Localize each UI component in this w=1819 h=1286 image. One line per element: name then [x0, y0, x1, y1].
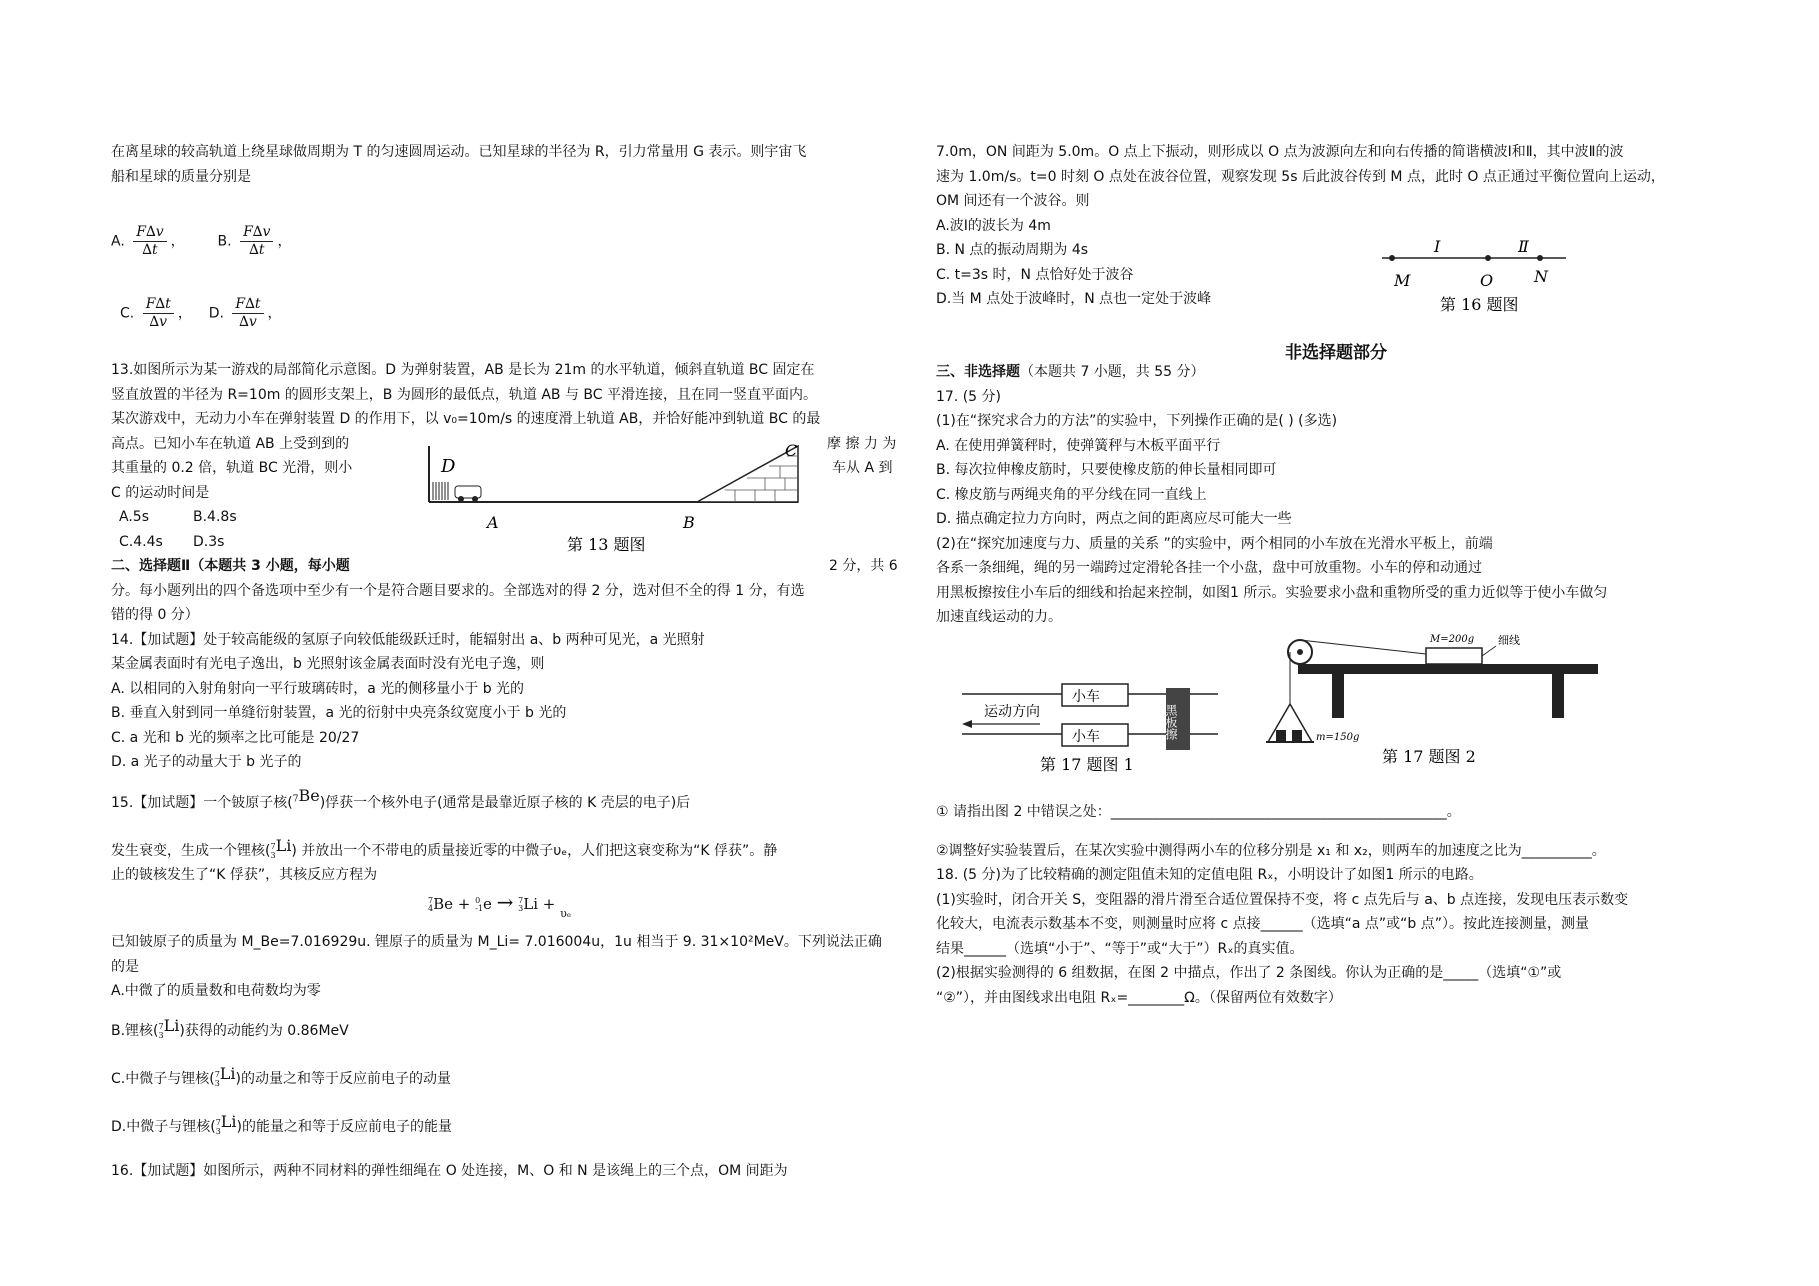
denominator: ∆v	[239, 314, 257, 330]
nuclear-equation	[428, 890, 571, 920]
denominator: ∆t	[142, 242, 158, 258]
nuclide-li	[215, 1112, 237, 1136]
section-2-text: 2 分，共 6	[829, 558, 898, 574]
q15-line1	[111, 786, 690, 812]
q13-text: 高点。已知小车在轨道 AB 上受到到的	[111, 435, 350, 452]
q17-text: (1)在“探究求合力的方法”的实验中，下列操作正确的是( ) (多选)	[936, 413, 1338, 429]
q17-option-b: B. 每次拉伸橡皮筋时，只要使橡皮筋的伸长量相同即可	[936, 462, 1277, 478]
atomic-number: 3	[518, 904, 524, 913]
section-3-heading: 三、非选择题	[936, 364, 1020, 380]
q13-option-d: D.3s	[193, 533, 225, 550]
charge-number: -1	[475, 904, 483, 913]
numerator: F∆v	[133, 224, 166, 242]
q13-text: 某次游戏中，无动力小车在弹射装置 D 的作用下，以 v₀=10m/s 的速度滑上轨道 AB，并恰好能冲到轨道 BC 的最	[111, 411, 821, 427]
q13-text: 车从 A 到	[832, 460, 893, 476]
q15-text: 15.【加试题】一个铍原子核(	[111, 795, 293, 811]
plus: +	[457, 895, 471, 913]
q13-option-b: B.4.8s	[193, 509, 237, 525]
option-label: D.	[208, 305, 224, 322]
q15-text: 发生衰变，生成一个锂核(	[111, 843, 271, 859]
label-n: N	[1534, 267, 1548, 286]
q16-option-d: D.当 M 点处于波峰时，N 点也一定处于波峰	[936, 291, 1212, 307]
q18-text: 18. (5 分)为了比较精确的测定阻值未知的定值电阻 Rₓ，小明设计了如图1 所示的电路。	[936, 867, 1483, 883]
q12-text: 船和星球的质量分别是	[111, 168, 251, 185]
section-2	[111, 554, 906, 775]
figure-16	[1380, 232, 1570, 318]
cart-mass: M=200g	[1430, 634, 1475, 645]
option-label: B.	[217, 233, 232, 250]
q13-text: 13.如图所示为某一游戏的局部简化示意图。D 为弹射装置，AB 是长为 21m 的水平轨道，倾斜直轨道 BC 固定在	[111, 362, 815, 378]
fraction	[143, 296, 174, 331]
nuclide-li	[214, 1064, 236, 1088]
symbol: Li	[220, 1112, 237, 1131]
atomic-number: 3	[158, 1031, 164, 1040]
symbol: Be	[298, 786, 320, 805]
q17-text: (2)在“探究加速度与力、质量的关系 ”的实验中，两个相同的小车放在光滑水平板上，前端	[936, 535, 1493, 552]
q15-line3: 止的铍核发生了“K 俘获”，其核反应方程为	[111, 867, 378, 883]
q18-text: 化较大，电流表示数基本不变，则测量时应将 c 点接______（选填“a 点”或“b 点”）。按此连接测量，测量	[936, 916, 1589, 932]
numerator: F∆t	[143, 296, 174, 314]
q13-text: 竖直放置的半径为 R=10m 的圆形支架上，B 为圆形的最低点，轨道 AB 与 BC 平滑连接，且在同一竖直平面内。	[111, 386, 817, 403]
section-2-heading: 二、选择题Ⅱ（本题共 3 小题，每小题	[111, 558, 350, 574]
q16-option-b: B. N 点的振动周期为 4s	[936, 242, 1089, 258]
q17-option-c: C. 橡皮筋与两绳夹角的平分线在同一直线上	[936, 486, 1207, 503]
mass-number: 7	[428, 896, 434, 905]
q13-text: 其重量的 0.2 倍，轨道 BC 光滑，则小	[111, 460, 353, 476]
fraction	[133, 224, 166, 259]
label-m: M	[1394, 271, 1411, 290]
plus: +	[542, 895, 556, 913]
label-o: O	[1480, 271, 1494, 290]
denominator: ∆t	[249, 242, 265, 258]
symbol: Be	[433, 895, 453, 913]
q15-text: ) 并放出一个不带电的质量接近零的中微子υₑ，人们把这衰变称为“K 俘获”。静	[291, 843, 778, 859]
section-2-text: 分。每小题列出的四个备选项中至少有一个是符合题目要求的。全部选对的得 2 分，选对但不全的得 1 分，有选	[111, 582, 805, 599]
atomic-number: 3	[215, 1127, 221, 1136]
atomic-number: 3	[270, 851, 276, 860]
q14-text: 某金属表面时有光电子逸出，b 光照射该金属表面时没有光电子逸，则	[111, 656, 545, 672]
q15-block	[111, 930, 906, 1004]
arrow: →	[496, 890, 514, 914]
q15-text: D.中微子与锂核(	[111, 1119, 216, 1135]
q14-text: 14.【加试题】处于较高能级的氢原子向较低能级跃迁时，能辐射出 a、b 两种可见光，a 光照射	[111, 631, 705, 648]
symbol: Li	[163, 1016, 180, 1035]
q15-text: )获得的动能约为 0.86MeV	[179, 1023, 349, 1039]
string-label: 细线	[1498, 634, 1520, 647]
q17-text: 各系一条细绳，绳的另一端跨过定滑轮各挂一个小盘，盘中可放重物。小车的停和动通过	[936, 560, 1482, 576]
q17-question-1: ① 请指出图 2 中错误之处：________________________________________________。	[936, 804, 1461, 820]
atomic-number: 3	[214, 1079, 220, 1088]
q14-option-c: C. a 光和 b 光的频率之比可能是 20/27	[111, 729, 360, 746]
denominator: ∆v	[149, 314, 168, 330]
q17-text: 用黑板擦按住小车后的细线和抬起来控制，如图1 所示。实验要求小盘和重物所受的重力近似等于使小车做匀	[936, 584, 1608, 601]
comma: ，	[170, 233, 185, 250]
fraction	[232, 296, 263, 331]
label-d: D	[441, 456, 456, 477]
right-column	[936, 140, 1741, 312]
q15-text: 已知铍原子的质量为 M_Be=7.016929u. 锂原子的质量为 M_Li= 7.016004u，1u 相当于 9. 31×10²MeV。下列说法正确	[111, 934, 882, 950]
figure-17-1	[960, 676, 1220, 776]
q15-text: C.中微子与锂核(	[111, 1071, 215, 1087]
eraser-label: 黑板擦	[1164, 704, 1178, 740]
q13-text: C 的运动时间是	[111, 484, 210, 501]
mass-number: 7	[214, 1070, 220, 1079]
numerator: F∆t	[232, 296, 263, 314]
q16-text: 速为 1.0m/s。t=0 时刻 O 点处在波谷位置，观察发现 5s 后此波谷传到 M 点，此时 O 点正通过平衡位置向上运动，	[936, 168, 1665, 185]
figure-16-caption: 第 16 题图	[1440, 295, 1519, 314]
nuclide-li	[158, 1016, 180, 1040]
left-column	[111, 140, 906, 189]
q13-option-a: A.5s	[119, 509, 149, 525]
figure-13-caption: 第 13 题图	[567, 535, 646, 554]
q13-option-c: C.4.4s	[119, 533, 163, 550]
q15-text: )俘获一个核外电子(通常是最靠近原子核的 K 壳层的电子)后	[319, 795, 691, 811]
label-c: C	[785, 442, 798, 460]
q18-text: “②”），并由图线求出电阻 Rₓ=________Ω。（保留两位有效数字）	[936, 989, 1342, 1006]
q12-options-row1	[111, 224, 291, 259]
label-wave-1: Ⅰ	[1434, 237, 1441, 256]
atomic-number: 4	[428, 904, 434, 913]
q12-options-row2	[120, 296, 282, 331]
q16-text: 7.0m，ON 间距为 5.0m。O 点上下振动，则形成以 O 点为波源向左和向右传播的简谐横波Ⅰ和Ⅱ，其中波Ⅱ的波	[936, 144, 1624, 160]
fraction	[240, 224, 273, 259]
q15-line2	[111, 836, 777, 860]
q14-option-d: D. a 光子的动量大于 b 光子的	[111, 754, 302, 770]
label-wave-2: Ⅱ	[1518, 237, 1529, 256]
mass-number: 7	[292, 794, 299, 805]
q15-text: )的能量之和等于反应前电子的能量	[236, 1119, 453, 1135]
mass-number: 0	[475, 896, 481, 905]
section-3-text: （本题共 7 小题，共 55 分）	[1020, 364, 1205, 380]
numerator: F∆v	[240, 224, 273, 242]
weight-mass: m=150g	[1316, 732, 1360, 743]
comma: ，	[277, 233, 292, 250]
symbol: Li	[523, 895, 539, 913]
car-label: 小车	[1072, 729, 1100, 745]
q15-text: 的是	[111, 958, 139, 975]
q17-option-a: A. 在使用弹簧秤时，使弹簧秤与木板平面平行	[936, 437, 1221, 454]
option-label: C.	[120, 305, 135, 322]
q16-text: OM 间还有一个波谷。则	[936, 193, 1090, 209]
q15-option-b	[111, 1016, 349, 1040]
car-label: 小车	[1072, 689, 1100, 705]
q15-option-c	[111, 1064, 451, 1088]
mass-number: 7	[518, 896, 524, 905]
direction-label: 运动方向	[984, 704, 1040, 720]
neutrino: υₑ	[560, 907, 572, 920]
q16-option-c: C. t=3s 时，N 点恰好处于波谷	[936, 266, 1134, 283]
q17-option-d: D. 描点确定拉力方向时，两点之间的距离应尽可能大一些	[936, 511, 1292, 527]
q15-option-a: A.中微了的质量数和电荷数均为零	[111, 983, 321, 999]
q17-question-2: ②调整好实验装置后，在某次实验中测得两小车的位移分别是 x₁ 和 x₂，则两车的加速度之比为__________。	[936, 842, 1606, 859]
q13-text: 摩 擦 力 为	[827, 435, 897, 452]
q14-option-b: B. 垂直入射到同一单缝衍射装置，a 光的衍射中央亮条纹宽度小于 b 光的	[111, 705, 567, 721]
label-a: A	[487, 513, 499, 532]
comma: ，	[267, 305, 282, 322]
q17-18-block	[936, 800, 1741, 1010]
q14-option-a: A. 以相同的入射角射向一平行玻璃砖时，a 光的侧移量小于 b 光的	[111, 680, 525, 697]
q15-text: )的动量之和等于反应前电子的动量	[235, 1071, 451, 1087]
nuclide-li	[270, 836, 292, 860]
figure-17-2-caption: 第 17 题图 2	[1382, 747, 1476, 766]
q18-text: 结果______（选填“小于”、“等于”或“大于”）Rₓ的真实值。	[936, 940, 1304, 957]
mass-number: 7	[215, 1118, 221, 1127]
part-title: 非选择题部分	[1285, 343, 1387, 363]
mass-number: 7	[270, 842, 276, 851]
q15-option-d	[111, 1112, 452, 1136]
figure-17-1-caption: 第 17 题图 1	[1040, 755, 1134, 774]
q15-text: B.锂核(	[111, 1023, 159, 1039]
section-2-text: 错的得 0 分）	[111, 607, 199, 623]
section-3	[936, 360, 1741, 630]
symbol: Li	[219, 1064, 236, 1083]
figure-17-2	[1262, 634, 1602, 770]
mass-number: 7	[158, 1022, 164, 1031]
q17-text: 加速直线运动的力。	[936, 609, 1062, 625]
symbol: e	[482, 895, 492, 913]
comma: ，	[177, 305, 192, 322]
q16-option-a: A.波Ⅰ的波长为 4m	[936, 217, 1051, 234]
label-b: B	[683, 513, 695, 532]
q17-header: 17. (5 分)	[936, 388, 1001, 405]
q16-text: 16.【加试题】如图所示，两种不同材料的弹性细绳在 O 处连接，M、O 和 N 是该绳上的三个点，OM 间距为	[111, 1163, 788, 1179]
q12-text: 在离星球的较高轨道上绕星球做周期为 T 的匀速圆周运动。已知星球的半径为 R，引力常量用 G 表示。则宇宙飞	[111, 144, 807, 160]
figure-13	[425, 442, 805, 562]
option-label: A.	[111, 233, 125, 250]
q18-text: (1)实验时，闭合开关 S，变阻器的滑片滑至合适位置保持不变，将 c 点先后与 a、b 点连接，发现电压表示数变	[936, 891, 1629, 908]
q18-text: (2)根据实验测得的 6 组数据，在图 2 中描点，作出了 2 条图线。你认为正确的是_____（选填“①”或	[936, 965, 1562, 981]
symbol: Li	[275, 836, 292, 855]
nuclide-be	[292, 786, 320, 811]
